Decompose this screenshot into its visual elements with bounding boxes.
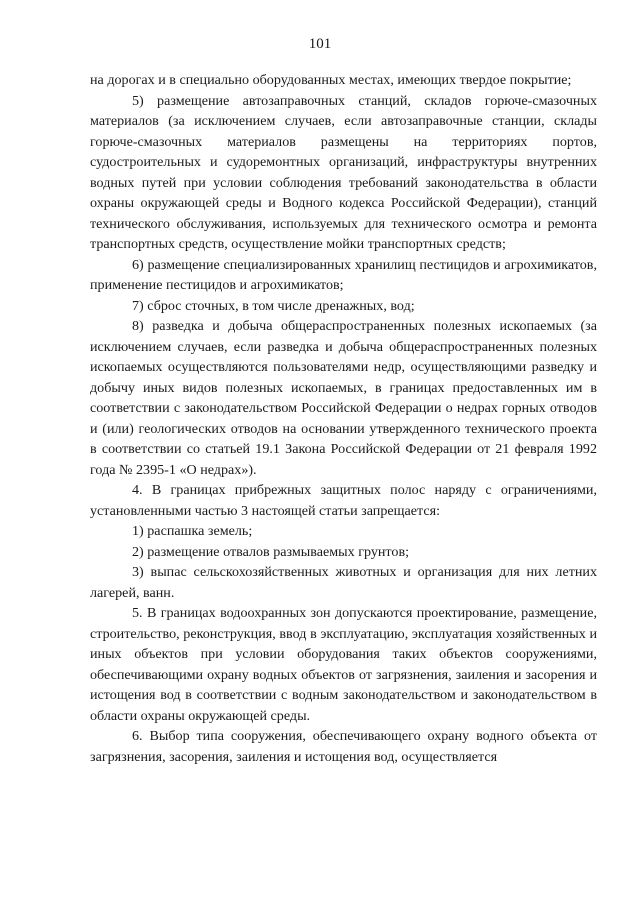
- paragraph-item-8: 8) разведка и добыча общераспространенных полезных ископаемых (за исключением случаев, если разведка и добыча общераспространенных полезных ископаемых осуществляются пользователями недр, осуществляющими разведку и добычу иных видов полезных ископаемых, в границах предоставленных им в соответствии с законодательством Российской Федерации о недрах горных отводов и (или) геологических отводов на основании утвержденного технического проекта в соответствии со статьей 19.1 Закона Российской Федерации от 21 февраля 1992 года № 2395-1 «О недрах»).: [90, 318, 597, 478]
- paragraph-item-7: 7) сброс сточных, в том числе дренажных, вод;: [132, 297, 415, 314]
- page-number: 101: [308, 36, 332, 52]
- document-body: [90, 70, 597, 767]
- paragraph-item-5: 5) размещение автозаправочных станций, складов горюче-смазочных материалов (за исключением случаев, если автозаправочные станции, склады горюче-смазочных материалов размещены на территориях портов, судостроительных и судоремонтных организаций, инфраструктуры внутренних водных путей при условии соблюдения требований законодательства в области охраны окружающей среды и Водного кодекса Российской Федерации), станций технического обслуживания, используемых для технического осмотра и ремонта транспортных средств, осуществление мойки транспортных средств;: [90, 92, 597, 252]
- paragraph-section-4-item-2: 2) размещение отвалов размываемых грунтов;: [132, 543, 410, 560]
- paragraph-section-4: 4. В границах прибрежных защитных полос наряду с ограничениями, установленными частью 3 настоящей статьи запрещается:: [90, 482, 597, 519]
- paragraph-continuation: на дорогах и в специально оборудованных местах, имеющих твердое покрытие;: [90, 72, 572, 88]
- paragraph-item-6: 6) размещение специализированных хранилищ пестицидов и агрохимикатов, применение пестицидов и агрохимикатов;: [90, 256, 597, 293]
- paragraph-section-4-item-3: 3) выпас сельскохозяйственных животных и организация для них летних лагерей, ванн.: [90, 564, 597, 601]
- paragraph-section-5: 5. В границах водоохранных зон допускаются проектирование, размещение, строительство, реконструкция, ввод в эксплуатацию, эксплуатация хозяйственных и иных объектов при условии оборудования таких объектов сооружениями, обеспечивающими охрану водных объектов от загрязнения, заиления и засорения и истощения вод в соответствии с водным законодательством и законодательством в области охраны окружающей среды.: [90, 605, 597, 724]
- paragraph-section-6: 6. Выбор типа сооружения, обеспечивающего охрану водного объекта от загрязнения, засорения, заиления и истощения вод, осуществляется: [90, 728, 597, 765]
- paragraph-section-4-item-1: 1) распашка земель;: [132, 523, 253, 539]
